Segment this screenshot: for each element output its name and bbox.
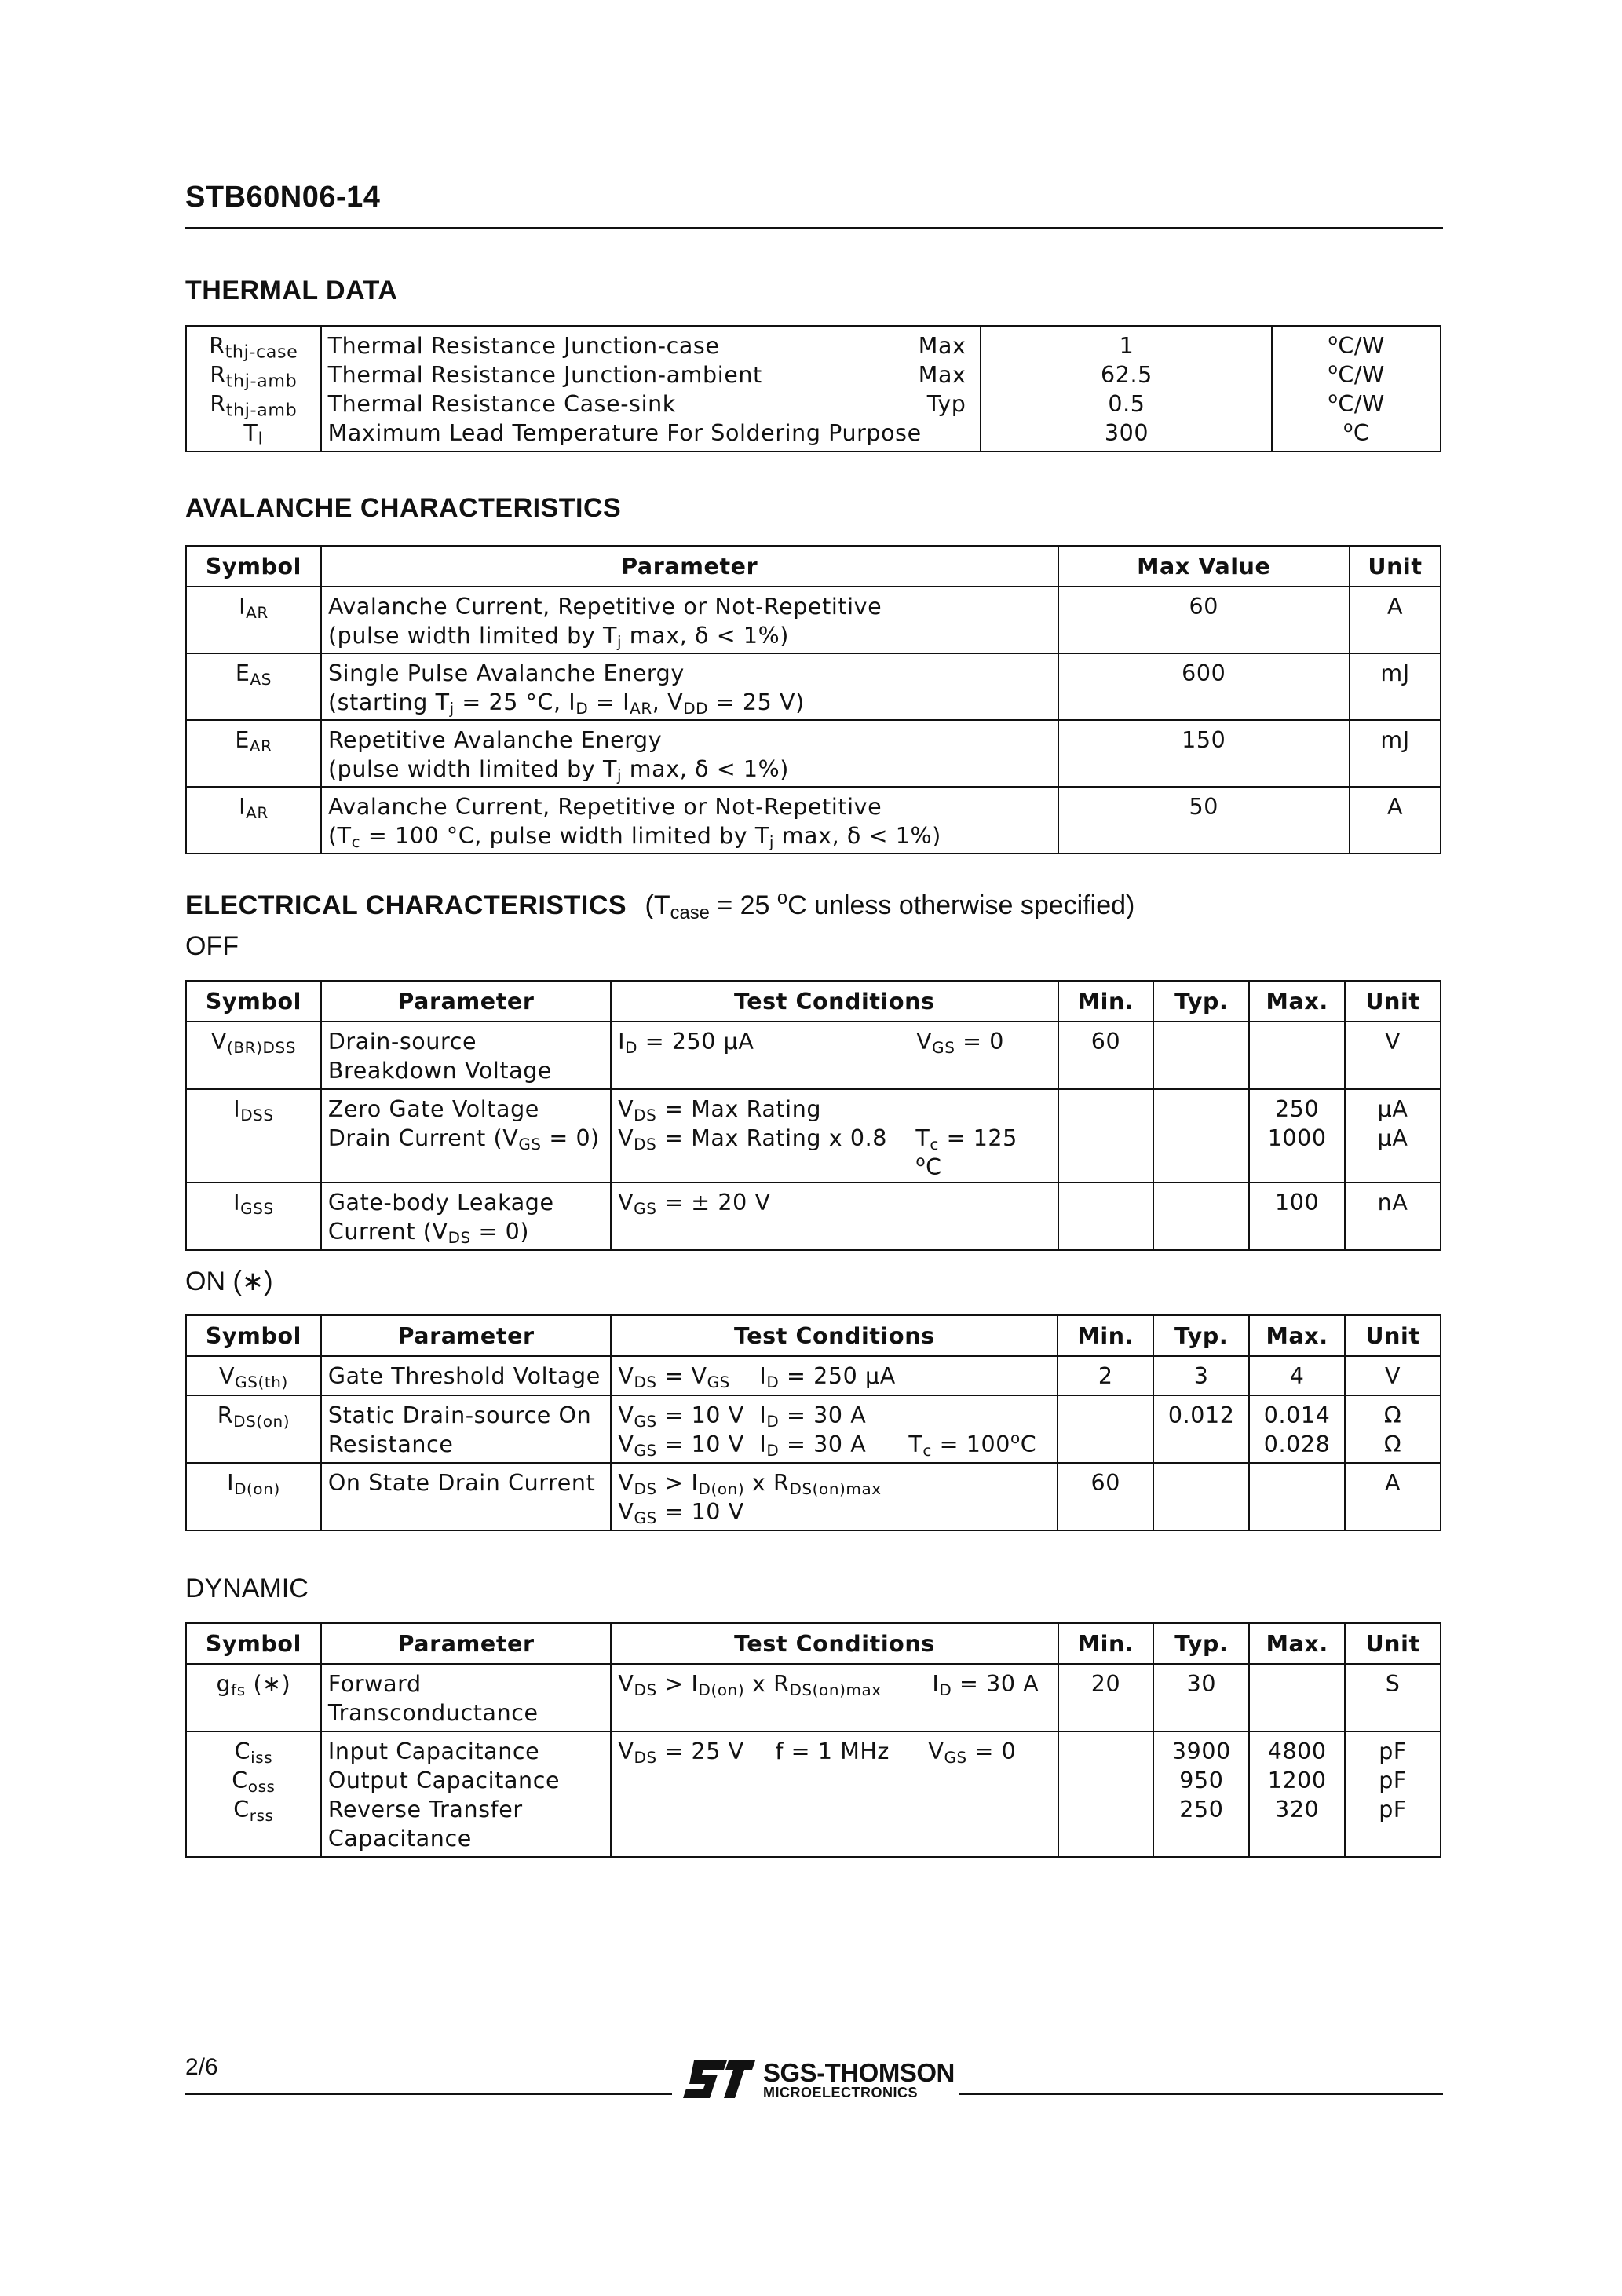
col-header-parameter: Parameter [321, 1623, 612, 1664]
unit-cell: A [1345, 1463, 1441, 1530]
col-header-symbol: Symbol [186, 1315, 321, 1356]
symbol-cell: $I_{D(on)}$ [186, 1463, 321, 1530]
symbol-cell: $R_{thj-amb}$ [186, 360, 321, 389]
symbol-cell: $I_{DSS}$ [186, 1089, 321, 1183]
col-header-test-conditions: Test Conditions [611, 981, 1058, 1022]
electrical-heading [185, 887, 1135, 923]
max-cell: 100 [1249, 1183, 1345, 1250]
typ-cell: 3 [1153, 1356, 1249, 1395]
table-row [186, 1731, 1441, 1857]
min-cell [1058, 1183, 1154, 1250]
col-header-min: Min. [1058, 1315, 1153, 1356]
symbol-cell: $E_{AS}$ [186, 653, 321, 720]
avalanche-title: AVALANCHE CHARACTERISTICS [185, 493, 622, 523]
max-cell: 4800 1200 320 [1249, 1731, 1345, 1857]
col-header-unit: Unit [1345, 1623, 1441, 1664]
symbol-cell: $V_{GS(th)}$ [186, 1356, 321, 1395]
conditions-cell: $V_{DS} > I_{D(on)}$ x $R_{DS(on)max}$ $V_{GS} = 10$ V [611, 1463, 1058, 1530]
typ-cell [1153, 1089, 1249, 1183]
min-cell [1058, 1395, 1153, 1463]
parameter-cell: On State Drain Current [321, 1463, 611, 1530]
dynamic-label: DYNAMIC [185, 1574, 309, 1603]
unit-cell: nA [1345, 1183, 1441, 1250]
parameter-cell: Forward Transconductance [321, 1664, 612, 1731]
max-cell [1249, 1463, 1345, 1530]
parameter-cell: Thermal Resistance Junction-case Max [321, 326, 981, 360]
value-cell: 300 [981, 419, 1272, 452]
typ-cell [1153, 1022, 1249, 1089]
max-value-cell: 150 [1058, 720, 1350, 787]
typ-cell [1153, 1183, 1249, 1250]
symbol-cell: $V_{(BR)DSS}$ [186, 1022, 321, 1089]
table-row [186, 326, 1441, 360]
col-header-typ: Typ. [1153, 1315, 1249, 1356]
col-header-max: Max. [1249, 1315, 1345, 1356]
typ-cell [1153, 1463, 1249, 1530]
parameter-cell: Input Capacitance Output Capacitance Reverse Transfer Capacitance [321, 1731, 612, 1857]
dynamic-table [185, 1622, 1441, 1858]
col-header-symbol: Symbol [186, 546, 321, 587]
table-row [186, 389, 1441, 419]
table-row [186, 1356, 1441, 1395]
conditions-cell: $V_{DS}$ = Max Rating $V_{DS}$ = Max Rating x 0.8 $T_c = 125$ $^o$C [611, 1089, 1058, 1183]
col-header-min: Min. [1058, 1623, 1154, 1664]
st-logo-icon [683, 2059, 755, 2100]
min-cell: 60 [1058, 1463, 1153, 1530]
unit-cell: mJ [1350, 653, 1441, 720]
table-row [186, 653, 1441, 720]
max-cell: 250 1000 [1249, 1089, 1345, 1183]
max-cell [1249, 1664, 1345, 1731]
col-header-unit: Unit [1345, 981, 1441, 1022]
unit-cell: V [1345, 1356, 1441, 1395]
parameter-cell: Avalanche Current, Repetitive or Not-Repetitive (pulse width limited by $T_j$ max, δ < 1%) [321, 587, 1058, 653]
typ-cell: 30 [1153, 1664, 1249, 1731]
col-header-test-conditions: Test Conditions [611, 1315, 1058, 1356]
symbol-cell: $E_{AR}$ [186, 720, 321, 787]
value-cell: 62.5 [981, 360, 1272, 389]
parameter-cell: Gate-body Leakage Current $(V_{DS} = 0)$ [321, 1183, 611, 1250]
max-value-cell: 60 [1058, 587, 1350, 653]
parameter-cell: Thermal Resistance Case-sink Typ [321, 389, 981, 419]
electrical-title: ELECTRICAL CHARACTERISTICS [185, 890, 627, 920]
col-header-typ: Typ. [1153, 981, 1249, 1022]
footer-rule-left [185, 2093, 672, 2095]
table-row [186, 1664, 1441, 1731]
unit-cell: $^o$C/W [1272, 389, 1441, 419]
unit-cell: A [1350, 587, 1441, 653]
max-value-cell: 600 [1058, 653, 1350, 720]
unit-cell: S [1345, 1664, 1441, 1731]
parameter-cell: Thermal Resistance Junction-ambient Max [321, 360, 981, 389]
footer-rule-right [959, 2093, 1443, 2095]
parameter-cell: Repetitive Avalanche Energy (pulse width limited by $T_j$ max, δ < 1%) [321, 720, 1058, 787]
part-number-title: STB60N06-14 [185, 181, 381, 214]
col-header-unit: Unit [1350, 546, 1441, 587]
electrical-conditions: ($T_{case} = 25$ $^o$C unless otherwise specified) [645, 887, 1135, 923]
max-cell [1249, 1022, 1345, 1089]
unit-cell: Ω Ω [1345, 1395, 1441, 1463]
conditions-cell: $V_{DS} = V_{GS}$ $I_D = 250$ μA [611, 1356, 1058, 1395]
off-label: OFF [185, 931, 239, 961]
symbol-cell: $R_{thj-amb}$ [186, 389, 321, 419]
parameter-cell: Zero Gate Voltage Drain Current $(V_{GS} = 0)$ [321, 1089, 611, 1183]
unit-cell: V [1345, 1022, 1441, 1089]
page-number: 2/6 [185, 2054, 218, 2080]
symbol-cell: $T_l$ [186, 419, 321, 452]
min-cell: 60 [1058, 1022, 1154, 1089]
logo-company-subtitle: MICROELECTRONICS [763, 2084, 918, 2100]
parameter-cell: Single Pulse Avalanche Energy (starting $T_j = 25$ °C, $I_D = I_{AR}$, $V_{DD} = 25$ V) [321, 653, 1058, 720]
min-cell: 20 [1058, 1664, 1154, 1731]
table-row [186, 1463, 1441, 1530]
min-cell [1058, 1731, 1154, 1857]
conditions-cell: $I_D = 250$ μA $V_{GS} = 0$ [611, 1022, 1058, 1089]
unit-cell: A [1350, 787, 1441, 854]
col-header-parameter: Parameter [321, 981, 611, 1022]
parameter-cell: Drain-source Breakdown Voltage [321, 1022, 611, 1089]
unit-cell: $^o$C [1272, 419, 1441, 452]
value-cell: 1 [981, 326, 1272, 360]
col-header-parameter: Parameter [321, 546, 1058, 587]
min-cell: 2 [1058, 1356, 1153, 1395]
conditions-cell: $V_{DS} > I_{D(on)}$ x $R_{DS(on)max}$ $I_D = 30$ A [611, 1664, 1058, 1731]
off-table [185, 980, 1441, 1251]
max-value-cell: 50 [1058, 787, 1350, 854]
unit-cell: pF pF pF [1345, 1731, 1441, 1857]
table-row [186, 1089, 1441, 1183]
symbol-cell: $g_{fs}$ (∗) [186, 1664, 321, 1731]
table-row [186, 419, 1441, 452]
logo-company-name: SGS-THOMSON [763, 2057, 955, 2087]
parameter-cell: Maximum Lead Temperature For Soldering Purpose [321, 419, 981, 452]
unit-cell: $^o$C/W [1272, 326, 1441, 360]
thermal-data-title: THERMAL DATA [185, 276, 398, 305]
thermal-table [185, 325, 1441, 452]
conditions-cell: $V_{GS}$ = ± 20 V [611, 1183, 1058, 1250]
col-header-max-value: Max Value [1058, 546, 1350, 587]
table-row [186, 787, 1441, 854]
symbol-cell: $R_{thj-case}$ [186, 326, 321, 360]
unit-cell: mJ [1350, 720, 1441, 787]
symbol-cell: $I_{AR}$ [186, 787, 321, 854]
col-header-typ: Typ. [1153, 1623, 1249, 1664]
min-cell [1058, 1089, 1154, 1183]
col-header-symbol: Symbol [186, 981, 321, 1022]
typ-cell: 3900 950 250 [1153, 1731, 1249, 1857]
company-logo [683, 2059, 955, 2100]
col-header-parameter: Parameter [321, 1315, 611, 1356]
max-cell: 0.014 0.028 [1249, 1395, 1345, 1463]
value-cell: 0.5 [981, 389, 1272, 419]
col-header-symbol: Symbol [186, 1623, 321, 1664]
parameter-cell: Avalanche Current, Repetitive or Not-Repetitive ($T_c = 100$ °C, pulse width limited by $T_j$ max, δ < 1%) [321, 787, 1058, 854]
on-table [185, 1314, 1441, 1531]
table-row [186, 1022, 1441, 1089]
conditions-cell: $V_{DS} = 25$ V f = 1 MHz $V_{GS} = 0$ [611, 1731, 1058, 1857]
col-header-unit: Unit [1345, 1315, 1441, 1356]
col-header-test-conditions: Test Conditions [611, 1623, 1058, 1664]
table-row [186, 1395, 1441, 1463]
max-cell: 4 [1249, 1356, 1345, 1395]
parameter-cell: Gate Threshold Voltage [321, 1356, 611, 1395]
on-label: ON (∗) [185, 1267, 273, 1296]
header-rule [185, 227, 1443, 229]
avalanche-table [185, 545, 1441, 854]
symbol-cell: $R_{DS(on)}$ [186, 1395, 321, 1463]
table-row [186, 1183, 1441, 1250]
typ-cell: 0.012 [1153, 1395, 1249, 1463]
unit-cell: $^o$C/W [1272, 360, 1441, 389]
symbol-cell: $I_{AR}$ [186, 587, 321, 653]
table-row [186, 360, 1441, 389]
symbol-cell: $I_{GSS}$ [186, 1183, 321, 1250]
symbol-cell: $C_{iss}$ $C_{oss}$ $C_{rss}$ [186, 1731, 321, 1857]
table-row [186, 720, 1441, 787]
col-header-max: Max. [1249, 1623, 1345, 1664]
unit-cell: μA μA [1345, 1089, 1441, 1183]
col-header-max: Max. [1249, 981, 1345, 1022]
conditions-cell: $V_{GS} = 10$ V $I_D = 30$ A $V_{GS} = 10$ V $I_D = 30$ A $T_c = 100^oC$ [611, 1395, 1058, 1463]
table-row [186, 587, 1441, 653]
parameter-cell: Static Drain-source On Resistance [321, 1395, 611, 1463]
col-header-min: Min. [1058, 981, 1154, 1022]
